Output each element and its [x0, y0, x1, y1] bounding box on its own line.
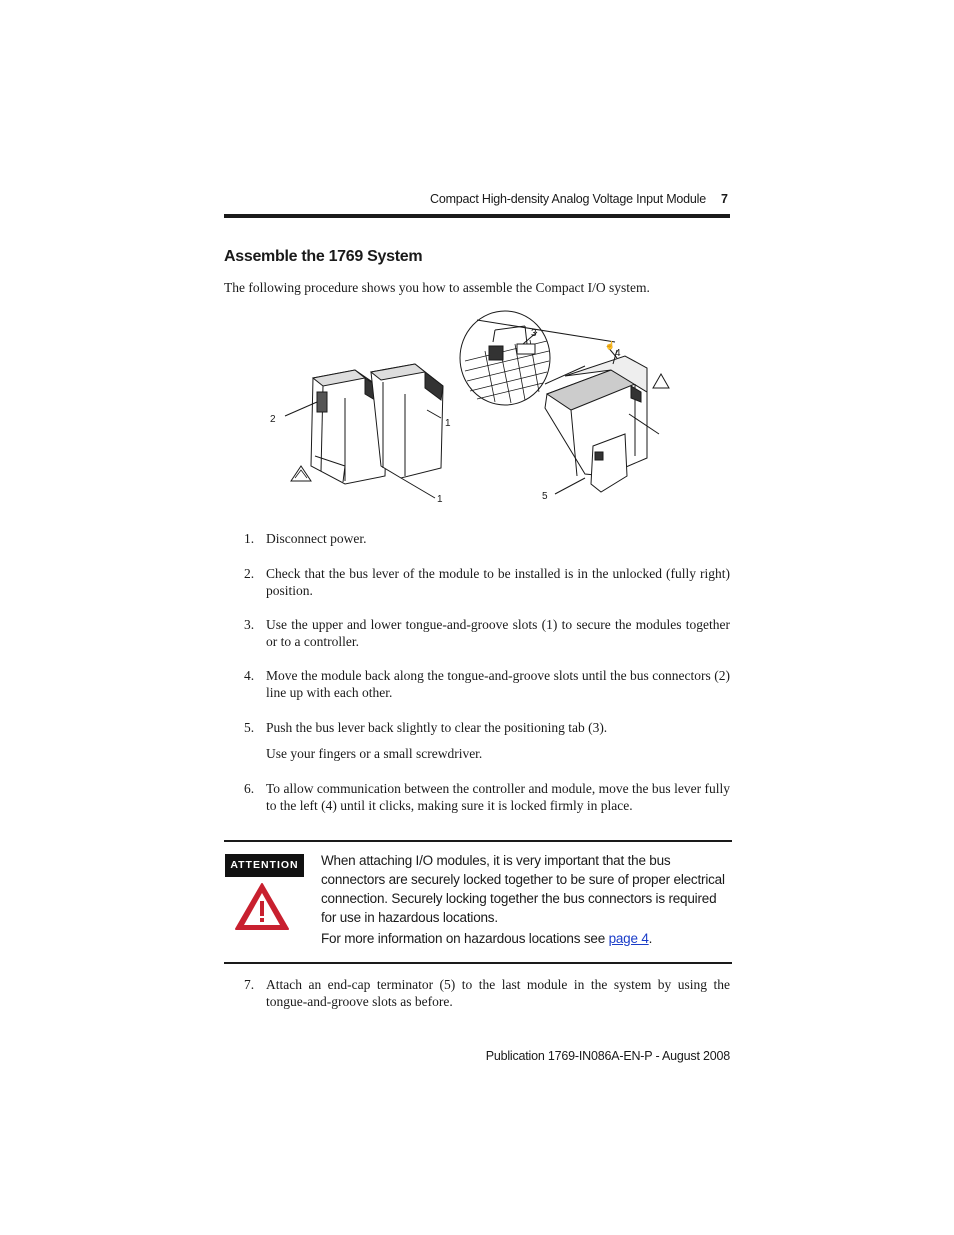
figure-label-5: 5 — [542, 491, 548, 502]
step-number: 5. — [244, 720, 255, 735]
svg-text:☝: ☝ — [605, 341, 615, 350]
figure-label-1-top: 1 — [445, 418, 451, 429]
detail-magnifier — [460, 311, 550, 405]
step-text: Attach an end-cap terminator (5) to the last module in the system by using the tongue-and-groove slots as before. — [266, 977, 730, 1009]
attention-box — [224, 840, 732, 964]
publication-footer: Publication 1769-IN086A-EN-P - August 2008 — [485, 1049, 730, 1063]
intro-paragraph: The following procedure shows you how to assemble the Compact I/O system. — [224, 280, 650, 295]
step-number: 1. — [244, 531, 255, 546]
figure-label-3: 3 — [531, 328, 537, 339]
assembly-illustration — [255, 306, 675, 511]
step-number: 3. — [244, 617, 255, 632]
step-3 — [244, 616, 730, 650]
step-text: Disconnect power. — [266, 531, 367, 546]
step-4 — [244, 667, 730, 701]
step-text: Check that the bus lever of the module to be installed is in the unlocked (fully right) position. — [266, 566, 730, 598]
step-text: Move the module back along the tongue-and-groove slots until the bus connectors (2) line up with each other. — [266, 668, 730, 700]
section-title: Assemble the 1769 System — [224, 248, 423, 265]
step-number: 7. — [244, 977, 255, 992]
step-number: 2. — [244, 566, 255, 581]
figure-label-1-bottom: 1 — [437, 494, 443, 505]
step-number: 4. — [244, 668, 255, 683]
step-number: 6. — [244, 781, 255, 796]
step-5 — [244, 719, 730, 762]
header-rule — [224, 214, 730, 218]
step-2 — [244, 565, 730, 599]
page-number: 7 — [721, 192, 728, 206]
step-text: To allow communication between the controller and module, move the bus lever fully to the left (4) until it clicks, making sure it is locked firmly in place. — [266, 781, 730, 813]
left-modules-drawing — [291, 364, 443, 484]
step-1 — [244, 530, 730, 547]
running-header: Compact High-density Analog Voltage Input Module — [430, 192, 706, 206]
page-4-link[interactable]: page 4 — [608, 931, 649, 946]
attention-more-info — [321, 929, 731, 948]
figure-label-4: 4 — [615, 348, 621, 359]
attention-more-prefix: For more information on hazardous locations see — [321, 931, 609, 946]
step-7 — [244, 976, 730, 1010]
step-text: Use the upper and lower tongue-and-groove slots (1) to secure the modules together or to a controller. — [266, 617, 730, 649]
attention-label: ATTENTION — [225, 854, 304, 877]
attention-more-suffix: . — [648, 931, 653, 946]
attention-text: When attaching I/O modules, it is very important that the bus connectors are securely locked together to be sure of proper electrical connection. Securely locking together the bus connectors is required for use in hazardous locations. — [321, 853, 725, 925]
figure-label-2: 2 — [270, 414, 276, 425]
warning-triangle-icon — [234, 882, 290, 932]
step-text: Push the bus lever back slightly to clear the positioning tab (3). — [266, 720, 608, 735]
step-note: Use your fingers or a small screwdriver. — [266, 746, 483, 761]
right-module-drawing — [545, 340, 669, 492]
step-6 — [244, 780, 730, 814]
